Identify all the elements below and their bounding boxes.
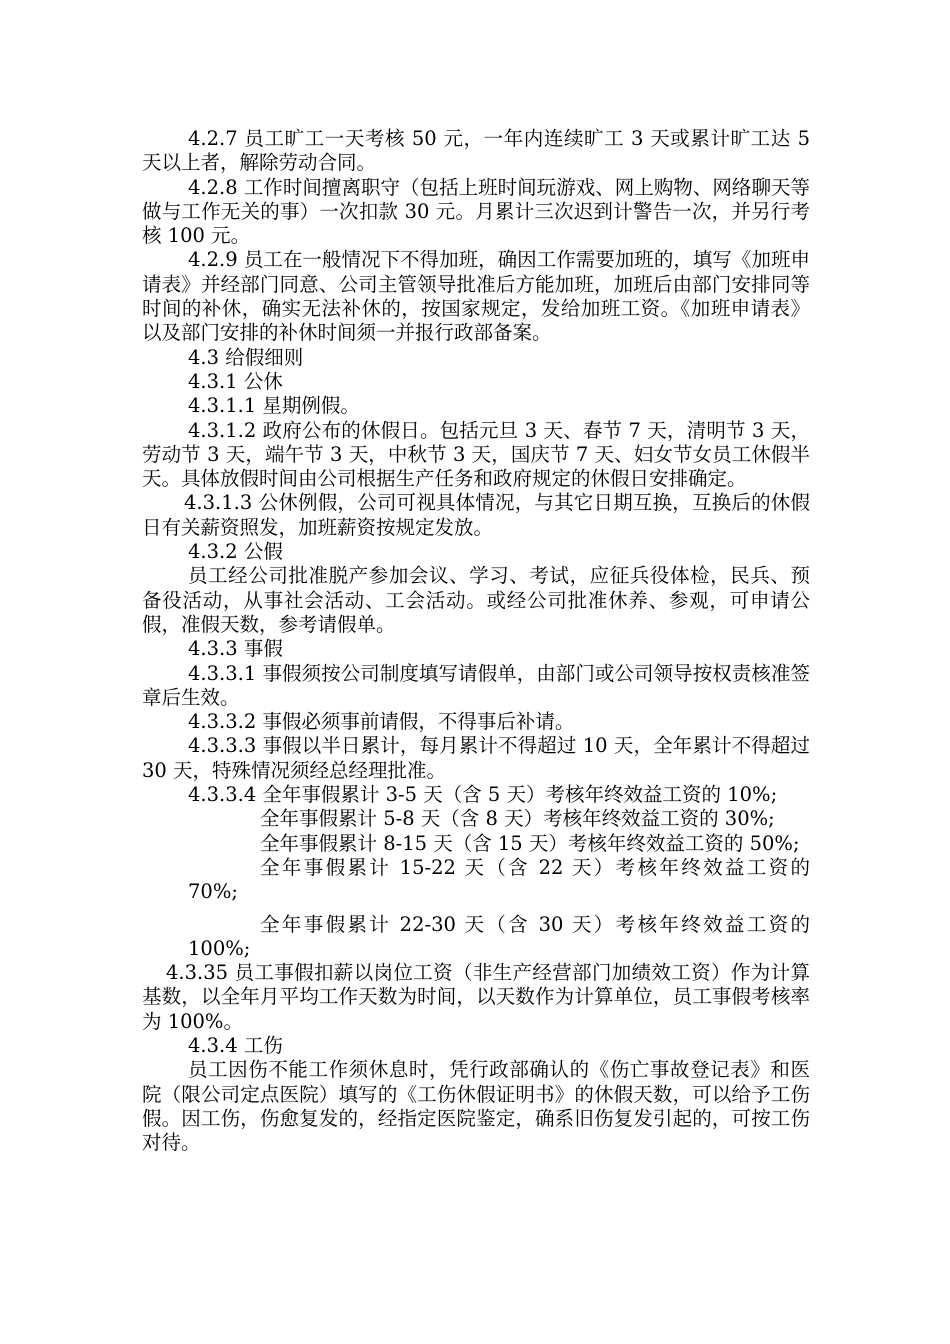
clause-4-3-3-4-line-d-cont: 70%; xyxy=(188,880,238,904)
heading-4-3-1: 4.3.1 公休 xyxy=(188,369,283,393)
document-body xyxy=(142,127,810,1155)
clause-4-3-3-4-line-d: 全年事假累计 15-22 天（含 22 天）考核年终效益工资的 xyxy=(260,855,810,879)
clause-4-3-3-4-line-c: 全年事假累计 8-15 天（含 15 天）考核年终效益工资的 50%; xyxy=(260,831,800,855)
heading-4-3-2: 4.3.2 公假 xyxy=(188,540,283,564)
clause-4-3-1-2: 4.3.1.2 政府公布的休假日。包括元旦 3 天、春节 7 天，清明节 3 天，劳动节 3 天，端午节 3 天，中秋节 3 天，国庆节 7 天、妇女节女员工休假半天。具体放假时间由公司根据生产任务和政府规定的休假日安排确定。 xyxy=(142,418,810,491)
clause-4-3-3-4-line-e-cont: 100%; xyxy=(188,936,251,960)
clause-4-3-3-3: 4.3.3.3 事假以半日累计，每月累计不得超过 10 天，全年累计不得超过 30 天，特殊情况须经总经理批准。 xyxy=(142,734,810,782)
clause-4-2-9: 4.2.9 员工在一般情况下不得加班，确因工作需要加班的，填写《加班申请表》并经部门同意、公司主管领导批准后方能加班，加班后由部门安排同等时间的补休，确实无法补休的，按国家规定，发给加班工资。《加班申请表》以及部门安排的补休时间须一并报行政部备案。 xyxy=(142,248,810,345)
clause-4-2-8: 4.2.8 工作时间擅离职守（包括上班时间玩游戏、网上购物、网络聊天等做与工作无关的事）一次扣款 30 元。月累计三次迟到计警告一次，并另行考核 100 元。 xyxy=(142,175,810,248)
heading-4-3-3: 4.3.3 事假 xyxy=(188,637,283,661)
clause-4-3-35: 4.3.35 员工事假扣薪以岗位工资（非生产经营部门加绩效工资）作为计算基数，以全年月平均工作天数为时间，以天数作为计算单位，员工事假考核率为 100%。 xyxy=(142,961,810,1033)
clause-4-3-1-1: 4.3.1.1 星期例假。 xyxy=(188,394,360,418)
clause-4-3-3-4-line-e: 全年事假累计 22-30 天（含 30 天）考核年终效益工资的 xyxy=(260,912,810,936)
clause-4-2-7: 4.2.7 员工旷工一天考核 50 元，一年内连续旷工 3 天或累计旷工达 5 天以上者，解除劳动合同。 xyxy=(142,127,810,175)
heading-4-3-4: 4.3.4 工伤 xyxy=(188,1033,283,1057)
clause-4-3-3-4-line-a: 4.3.3.4 全年事假累计 3-5 天（含 5 天）考核年终效益工资的 10%; xyxy=(188,783,778,807)
clause-4-3-4-body: 员工因伤不能工作须休息时，凭行政部确认的《伤亡事故登记表》和医院（限公司定点医院）填写的《工伤休假证明书》的休假天数，可以给予工伤假。因工伤，伤愈复发的，经指定医院鉴定，确系旧伤复发引起的，可按工伤对待。 xyxy=(142,1058,810,1155)
heading-4-3: 4.3 给假细则 xyxy=(188,345,304,369)
clause-4-3-2-body: 员工经公司批准脱产参加会议、学习、考试，应征兵役体检，民兵、预备役活动，从事社会活动、工会活动。或经公司批准休养、参观，可申请公假，准假天数，参考请假单。 xyxy=(142,564,810,636)
clause-4-3-3-2: 4.3.3.2 事假必须事前请假，不得事后补请。 xyxy=(188,710,575,734)
clause-4-3-3-1: 4.3.3.1 事假须按公司制度填写请假单，由部门或公司领导按权责核准签章后生效。 xyxy=(142,661,810,709)
clause-4-3-1-3: 4.3.1.3 公休例假，公司可视具体情况，与其它日期互换，互换后的休假日有关薪资照发，加班薪资按规定发放。 xyxy=(142,491,810,539)
clause-4-3-3-4-line-b: 全年事假累计 5-8 天（含 8 天）考核年终效益工资的 30%; xyxy=(260,807,775,831)
